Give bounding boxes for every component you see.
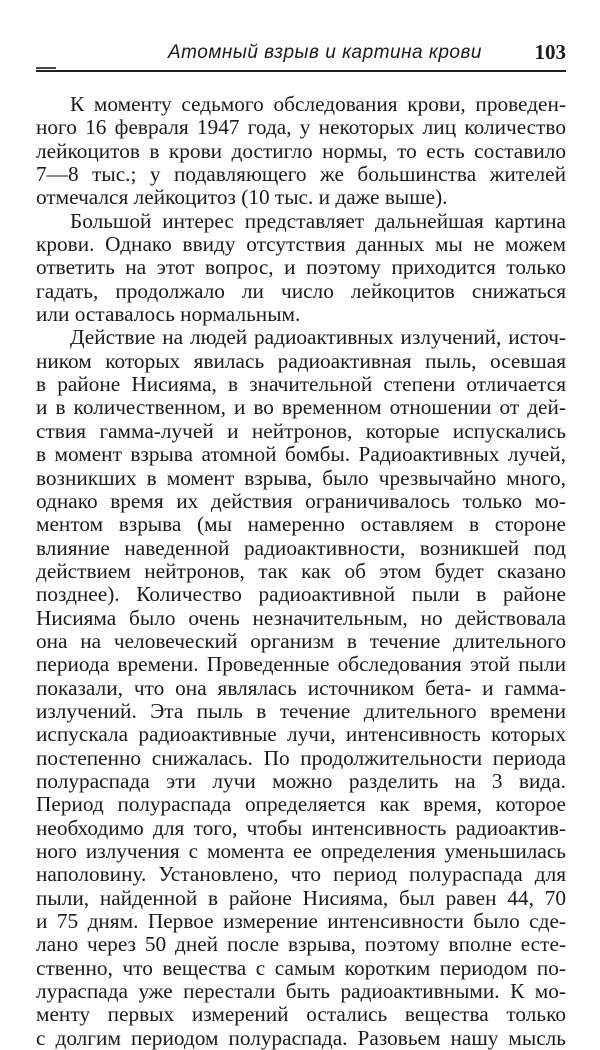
- text-line: Большой интерес представляет дальнейшая картина: [70, 209, 566, 233]
- text-line: лано через 50 дней после взрыва, поэтому вполне есте-: [36, 933, 566, 957]
- text-line: в момент взрыва атомной бомбы. Радиоактивных лучей,: [36, 443, 566, 467]
- text-line: менту первых измерений остались вещества только: [36, 1003, 566, 1027]
- text-line: Нисияма было очень незначительным, но действовала: [36, 606, 566, 630]
- text-line: необходимо для того, чтобы интенсивность радиоактив-: [36, 816, 566, 840]
- text-line: гадать, продолжало ли число лейкоцитов снижаться: [36, 279, 566, 303]
- text-line: или оставалось нормальным.: [36, 303, 301, 327]
- text-line: Период полураспада определяется как время, которое: [36, 793, 566, 817]
- running-title: Атомный взрыв и картина крови: [168, 42, 482, 63]
- body-text: [36, 93, 566, 1050]
- header-rule-mark: [36, 67, 56, 69]
- text-line: возникших в момент взрыва, было чрезвычайно много,: [36, 466, 566, 490]
- page-number: 103: [534, 40, 566, 64]
- text-line: К моменту седьмого обследования крови, проведен-: [70, 93, 566, 116]
- text-line: постепенно снижалась. По продолжительности периода: [36, 746, 566, 770]
- text-line: наполовину. Установлено, что период полураспада для: [36, 863, 566, 887]
- text-line: периода времени. Проведенные обследования этой пыли: [36, 653, 566, 677]
- text-line: ственно, что вещества с самым коротким периодом по-: [36, 956, 566, 980]
- text-line: и 75 дням. Первое измерение интенсивности было сде-: [36, 910, 566, 934]
- text-line: крови. Однако ввиду отсутствия данных мы не можем: [36, 233, 566, 257]
- text-line: ствия гамма-лучей и нейтронов, которые испускались: [36, 419, 566, 443]
- text-line: позднее). Количество радиоактивной пыли в районе: [36, 583, 566, 607]
- text-line: показали, что она являлась источником бета- и гамма-: [36, 676, 566, 700]
- header-rule: [36, 70, 566, 72]
- text-line: лураспада уже перестали быть радиоактивными. К мо-: [36, 980, 566, 1004]
- text-line: ником которых явилась радиоактивная пыль, осевшая: [36, 349, 566, 373]
- text-line: испускала радиоактивные лучи, интенсивность которых: [36, 723, 566, 747]
- text-line: лейкоцитов в крови достигло нормы, то есть составило: [36, 139, 566, 163]
- text-line: Действие на людей радиоактивных излучений, источ-: [70, 326, 566, 350]
- text-line: однако время их действия ограничивалось только мо-: [36, 489, 566, 513]
- text-line: действием нейтронов, так как об этом будет сказано: [36, 559, 566, 583]
- text-line: с долгим периодом полураспада. Разовьем нашу мысль: [36, 1026, 566, 1050]
- text-line: отмечался лейкоцитоз (10 тыс. и даже выше).: [36, 186, 448, 210]
- text-line: ответить на этот вопрос, и поэтому приходится только: [36, 256, 566, 280]
- text-line: полураспада эти лучи можно разделить на 3 вида.: [36, 769, 566, 793]
- page-header: [36, 40, 566, 74]
- text-line: влияние наведенной радиоактивности, возникшей под: [36, 536, 566, 560]
- text-line: 7—8 тыс.; у подавляющего же большинства жителей: [36, 163, 566, 187]
- text-line: излучений. Эта пыль в течение длительного времени: [36, 699, 566, 723]
- text-line: она на человеческий организм в течение длительного: [36, 629, 566, 653]
- text-line: ного излучения с момента ее определения уменьшилась: [36, 840, 566, 863]
- text-line: ного 16 февраля 1947 года, у некоторых лиц количество: [36, 116, 566, 140]
- text-line: в районе Нисияма, в значительной степени отличается: [36, 373, 566, 397]
- text-line: пыли, найденной в районе Нисияма, был равен 44, 70: [36, 886, 566, 910]
- text-line: и в количественном, и во временном отношении от дей-: [36, 396, 566, 420]
- text-line: ментом взрыва (мы намеренно оставляем в стороне: [36, 513, 566, 537]
